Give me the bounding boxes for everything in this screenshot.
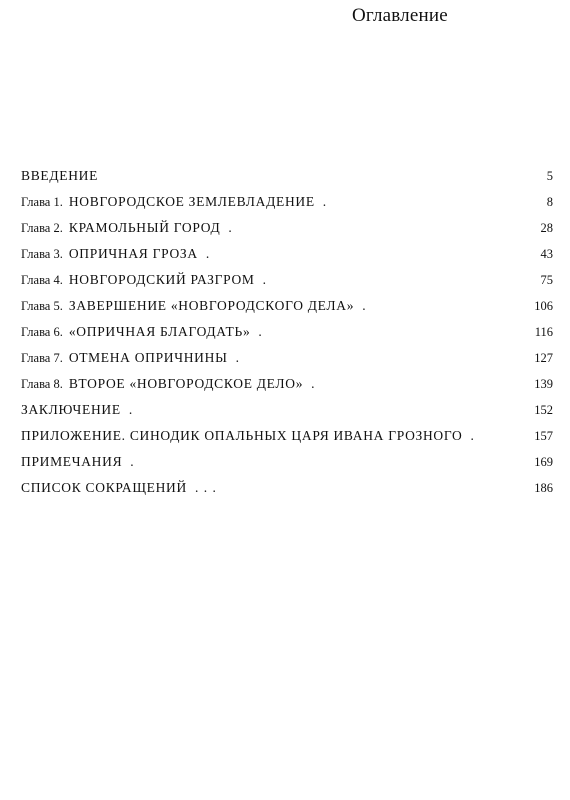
toc-leader-dots: .: [262, 272, 267, 287]
toc-page-number: 28: [540, 221, 553, 235]
toc-row-chapter-2[interactable]: [21, 220, 553, 246]
toc-row-abbreviations[interactable]: [21, 480, 553, 506]
toc-chapter-label: Глава 7.: [21, 351, 63, 365]
toc-page-number: 157: [534, 429, 553, 443]
toc-row-chapter-8[interactable]: [21, 376, 553, 402]
toc-title: СПИСОК СОКРАЩЕНИЙ: [21, 480, 187, 495]
toc-chapter-label: Глава 4.: [21, 273, 63, 287]
toc-page-number: 139: [534, 377, 553, 391]
toc-leader-dots: .: [228, 220, 233, 235]
toc-row-appendix[interactable]: [21, 428, 553, 454]
toc-chapter-label: Глава 5.: [21, 299, 63, 313]
toc-leader-dots: .: [258, 324, 263, 339]
toc-leader-dots: .: [322, 194, 328, 209]
toc-title: ВВЕДЕНИЕ: [21, 168, 99, 183]
toc-title: ЗАВЕРШЕНИЕ «НОВГОРОДСКОГО ДЕЛА»: [68, 298, 355, 313]
toc-leader-dots: . . .: [194, 480, 217, 495]
toc-chapter-label: Глава 1.: [21, 195, 63, 209]
toc-row-chapter-3[interactable]: [21, 246, 553, 272]
toc-title: ОПРИЧНАЯ ГРОЗА: [68, 246, 198, 261]
toc-title: НОВГОРОДСКОЕ ЗЕМЛЕВЛАДЕНИЕ: [68, 194, 315, 209]
toc-row-chapter-7[interactable]: [21, 350, 553, 376]
toc-page-number: 5: [546, 169, 553, 183]
toc-row-chapter-6[interactable]: [21, 324, 553, 350]
toc-page-number: 186: [534, 481, 553, 495]
toc-page-number: 169: [534, 455, 553, 469]
toc-title: ОТМЕНА ОПРИЧНИНЫ: [68, 350, 228, 365]
toc-chapter-label: Глава 8.: [21, 377, 63, 391]
toc-page-number: 75: [540, 273, 553, 287]
toc-title: ПРИЛОЖЕНИЕ. СИНОДИК ОПАЛЬНЫХ ЦАРЯ ИВАНА ГРОЗНОГО: [21, 428, 463, 443]
toc-row-notes[interactable]: [21, 454, 553, 480]
toc-row-conclusion[interactable]: [21, 402, 553, 428]
toc-page-number: 106: [534, 299, 553, 313]
toc-leader-dots: .: [128, 402, 134, 417]
toc-chapter-label: Глава 3.: [21, 247, 63, 261]
toc-leader-dots: .: [205, 246, 211, 261]
toc-row-introduction[interactable]: [21, 168, 553, 194]
toc-page-number: 8: [546, 195, 553, 209]
toc-title: НОВГОРОДСКИЙ РАЗГРОМ: [68, 272, 255, 287]
table-of-contents: [21, 168, 553, 506]
toc-page-number: 152: [534, 403, 553, 417]
toc-chapter-label: Глава 2.: [21, 221, 63, 235]
toc-page-number: 127: [534, 351, 553, 365]
toc-row-chapter-4[interactable]: [21, 272, 553, 298]
toc-leader-dots: .: [311, 376, 316, 391]
toc-page-number: 116: [534, 325, 553, 339]
toc-row-chapter-5[interactable]: [21, 298, 553, 324]
toc-leader-dots: .: [235, 350, 240, 365]
toc-title: ЗАКЛЮЧЕНИЕ: [21, 402, 121, 417]
toc-leader-dots: .: [362, 298, 367, 313]
toc-title: ПРИМЕЧАНИЯ: [21, 454, 123, 469]
page-title: Оглавление: [352, 5, 448, 26]
toc-title: «ОПРИЧНАЯ БЛАГОДАТЬ»: [68, 324, 251, 339]
toc-leader-dots: .: [470, 428, 475, 443]
toc-title: ВТОРОЕ «НОВГОРОДСКОЕ ДЕЛО»: [68, 376, 304, 391]
toc-chapter-label: Глава 6.: [21, 325, 63, 339]
toc-page-number: 43: [540, 247, 553, 261]
toc-row-chapter-1[interactable]: [21, 194, 553, 220]
toc-title: КРАМОЛЬНЫЙ ГОРОД: [68, 220, 221, 235]
toc-leader-dots: .: [130, 454, 135, 469]
